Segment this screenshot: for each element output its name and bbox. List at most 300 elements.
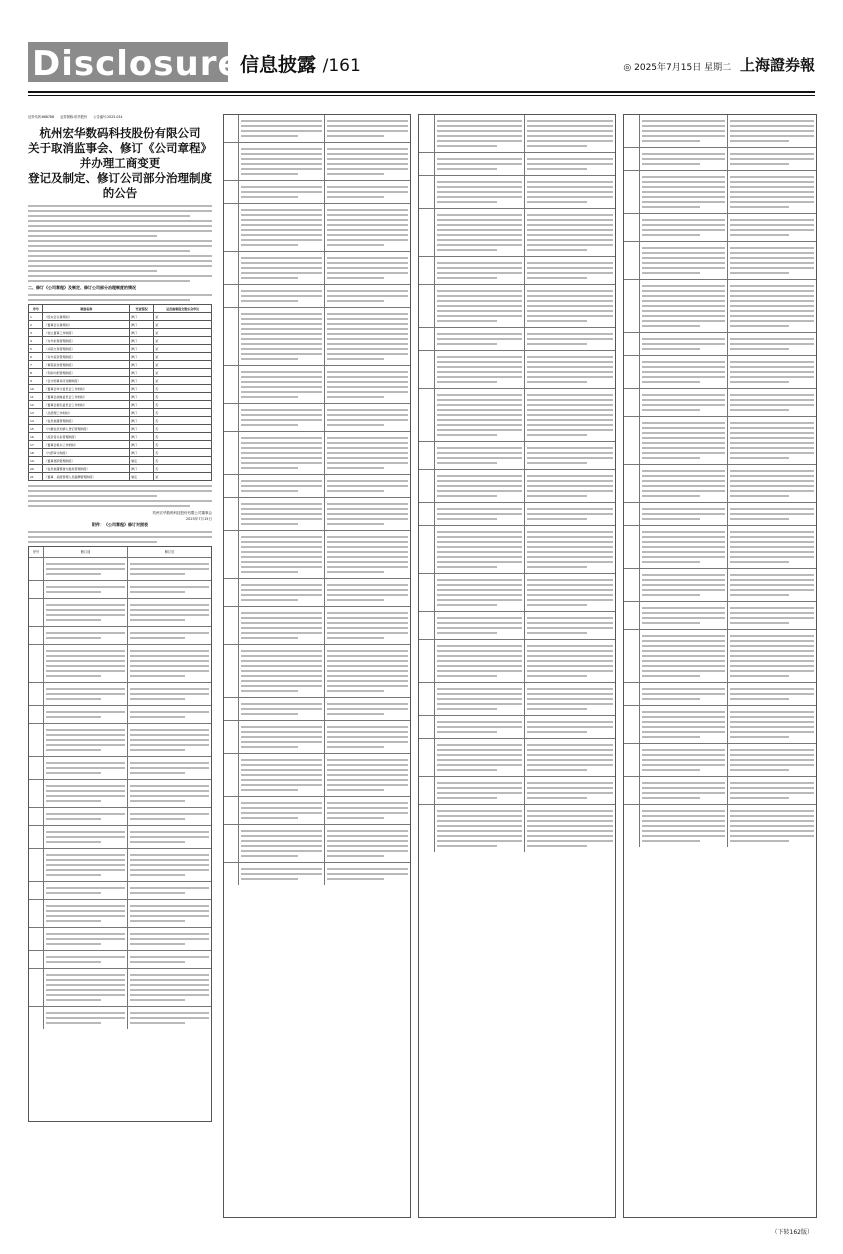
comparison-cell [419, 389, 434, 441]
comparison-row [224, 115, 410, 142]
comparison-cell [224, 797, 238, 824]
comparison-row [29, 557, 211, 580]
comparison-cell [29, 928, 43, 950]
comparison-cell [639, 333, 728, 355]
comparison-row [224, 530, 410, 578]
table-cell: 《董事会审计委员会工作细则》 [43, 385, 130, 393]
security-codes: 证券代码:688788 证券简称:杭华股份 公告编号:2025-034 [28, 115, 123, 119]
comparison-row [419, 152, 615, 175]
page-number: /161 [322, 56, 361, 76]
comparison-row [29, 848, 211, 881]
comparison-cell [624, 465, 639, 502]
comparison-cell [524, 683, 615, 715]
comparison-cell [43, 581, 127, 598]
comparison-cell [29, 706, 43, 723]
table-row [29, 457, 212, 465]
comparison-cell [224, 475, 238, 497]
comparison-cell [224, 825, 238, 862]
table-cell: 《对外担保管理制度》 [43, 337, 130, 345]
table-cell: 是 [154, 369, 212, 377]
comparison-cell [434, 115, 525, 152]
comparison-row [624, 705, 816, 743]
table-cell: 修订 [130, 337, 154, 345]
comparison-cell [419, 351, 434, 388]
table-cell: 9 [29, 377, 43, 385]
comparison-cell [624, 389, 639, 416]
comparison-cell [29, 849, 43, 881]
table-cell: 修订 [130, 313, 154, 321]
comparison-cell [434, 351, 525, 388]
table-cell: 7 [29, 361, 43, 369]
policy-table-header: 是否需要提交股东会审议 [154, 305, 212, 313]
comparison-cell [524, 285, 615, 327]
comparison-row [419, 804, 615, 852]
comparison-cell [727, 115, 816, 147]
comparison-row [624, 601, 816, 629]
comparison-cell [127, 683, 211, 705]
comparison-row [624, 213, 816, 241]
comparison-cell [727, 242, 816, 279]
comparison-cell [238, 404, 324, 431]
table-cell: 《信息披露管理制度》 [43, 417, 130, 425]
table-row [29, 337, 212, 345]
page-header [28, 38, 815, 88]
table-cell: 6 [29, 353, 43, 361]
table-cell: 修订 [130, 377, 154, 385]
comparison-cell [324, 579, 410, 606]
comparison-cell [524, 209, 615, 256]
comparison-cell [727, 417, 816, 464]
table-cell: 《内部审计制度》 [43, 449, 130, 457]
comparison-cell [238, 432, 324, 474]
comparison-cell [419, 115, 434, 152]
table-cell: 《会计师事务所选聘制度》 [43, 377, 130, 385]
comparison-cell [224, 204, 238, 251]
table-cell: 12 [29, 401, 43, 409]
policy-table-header: 变更情况 [130, 305, 154, 313]
comparison-row [419, 208, 615, 256]
table-cell: 否 [154, 393, 212, 401]
section-name: 信息披露 [240, 54, 317, 76]
table-cell: 1 [29, 313, 43, 321]
comparison-row [29, 705, 211, 723]
comparison-cell [324, 607, 410, 644]
comparison-cell [29, 1007, 43, 1029]
policy-table [28, 304, 212, 481]
comparison-cell [29, 627, 43, 644]
continued-marker: （下转162版） [771, 1229, 813, 1236]
table-cell: 《董事会秘书工作细则》 [43, 441, 130, 449]
comparison-cell [224, 285, 238, 307]
comparison-cell [324, 531, 410, 578]
comparison-row [624, 568, 816, 601]
comparison-row [419, 682, 615, 715]
comparison-cell [127, 849, 211, 881]
comparison-row [419, 115, 615, 152]
section-title [240, 50, 361, 77]
comparison-cell [639, 148, 728, 170]
table-cell: 修订 [130, 393, 154, 401]
comparison-cell [224, 181, 238, 203]
comparison-cell [127, 951, 211, 968]
comparison-cell [238, 285, 324, 307]
comparison-cell [419, 153, 434, 175]
comparison-cell [324, 797, 410, 824]
comparison-row [29, 950, 211, 968]
comparison-cell [238, 531, 324, 578]
comparison-cell [224, 252, 238, 284]
comparison-row [419, 284, 615, 327]
comparison-row [224, 497, 410, 530]
comparison-row [419, 639, 615, 682]
comparison-column-2 [223, 114, 411, 1218]
comparison-cell [238, 475, 324, 497]
comparison-cell [727, 683, 816, 705]
comparison-cell [639, 706, 728, 743]
table-cell: 是 [154, 345, 212, 353]
table-row [29, 385, 212, 393]
table-cell: 《信息披露暂缓与豁免管理制度》 [43, 465, 130, 473]
comparison-cell [624, 526, 639, 568]
table-cell: 是 [154, 377, 212, 385]
comparison-row [624, 776, 816, 804]
comparison-cell [524, 176, 615, 208]
comparison-cell [43, 882, 127, 899]
comparison-row [419, 327, 615, 350]
comparison-cell [434, 328, 525, 350]
table-cell: 修订 [130, 449, 154, 457]
comparison-cell [224, 698, 238, 720]
comparison-cell [524, 777, 615, 804]
comparison-cell [434, 389, 525, 441]
comparison-cell [238, 797, 324, 824]
comparison-cell [127, 581, 211, 598]
comparison-header-row [29, 547, 211, 557]
comparison-cell [434, 612, 525, 639]
comparison-cell [224, 607, 238, 644]
table-cell: 《董事离职管理制度》 [43, 457, 130, 465]
comparison-row [224, 753, 410, 796]
comparison-cell [524, 442, 615, 469]
appendix-title: 附件：《公司章程》修订对照表 [92, 522, 148, 527]
comparison-cell [224, 308, 238, 365]
comparison-cell [43, 1007, 127, 1029]
comparison-cell [639, 389, 728, 416]
comparison-cell [238, 579, 324, 606]
comparison-cell [624, 115, 639, 147]
comparison-row [224, 824, 410, 862]
table-cell: 否 [154, 425, 212, 433]
body-text-block-2 [28, 485, 212, 507]
table-cell: 否 [154, 441, 212, 449]
comparison-cell [224, 366, 238, 403]
comparison-cell [29, 724, 43, 756]
comparison-cell [419, 328, 434, 350]
table-cell: 《董事、高级管理人员薪酬管理制度》 [43, 473, 130, 481]
table-cell: 否 [154, 385, 212, 393]
table-cell: 否 [154, 433, 212, 441]
comparison-cell [238, 754, 324, 796]
comparison-cell [127, 724, 211, 756]
comparison-cell [419, 503, 434, 525]
table-cell: 制定 [130, 473, 154, 481]
table-cell: 制定 [130, 457, 154, 465]
comparison-cell [43, 599, 127, 626]
comparison-row [624, 170, 816, 213]
comparison-cell [639, 115, 728, 147]
comparison-row [224, 644, 410, 697]
issue-meta [623, 54, 815, 75]
table-row [29, 465, 212, 473]
comparison-cell [224, 721, 238, 753]
comparison-cell [224, 863, 238, 885]
comparison-cell [639, 214, 728, 241]
comparison-cell [434, 683, 525, 715]
comparison-cell [624, 602, 639, 629]
comparison-cell [419, 805, 434, 852]
comparison-cell [524, 503, 615, 525]
masthead-block [28, 42, 242, 84]
comparison-cell [639, 569, 728, 601]
comparison-cell [434, 526, 525, 573]
comparison-cell [434, 716, 525, 738]
comparison-cell [624, 683, 639, 705]
table-cell: 4 [29, 337, 43, 345]
comparison-cell [434, 209, 525, 256]
comparison-cell [524, 257, 615, 284]
comparison-row [224, 365, 410, 403]
comparison-row [419, 738, 615, 776]
comparison-row [29, 881, 211, 899]
comparison-cell [434, 739, 525, 776]
comparison-row [224, 180, 410, 203]
comparison-row [29, 756, 211, 779]
masthead-title: Disclosure [32, 44, 242, 84]
comparison-cell [434, 777, 525, 804]
comparison-cell [727, 503, 816, 525]
comparison-row [224, 307, 410, 365]
table-cell: 否 [154, 449, 212, 457]
comparison-cell [624, 171, 639, 213]
comparison-row [624, 629, 816, 682]
table-cell: 修订 [130, 353, 154, 361]
comparison-cell [324, 252, 410, 284]
comparison-cell [727, 526, 816, 568]
comparison-cell [43, 826, 127, 848]
comparison-row [224, 578, 410, 606]
comparison-cell [127, 826, 211, 848]
comparison-cell [727, 706, 816, 743]
comparison-cell [324, 285, 410, 307]
comparison-cell [639, 744, 728, 776]
comparison-row [624, 355, 816, 388]
comparison-cell [238, 181, 324, 203]
comparison-cell [624, 706, 639, 743]
comparison-row [29, 598, 211, 626]
comparison-row [624, 388, 816, 416]
table-cell: 《董事会议事规则》 [43, 321, 130, 329]
comparison-cell [127, 599, 211, 626]
table-cell: 否 [154, 465, 212, 473]
table-cell: 《关联交易管理制度》 [43, 345, 130, 353]
comparison-cell [727, 777, 816, 804]
comparison-row [29, 644, 211, 682]
comparison-cell [524, 470, 615, 502]
header-rule [28, 91, 815, 93]
comparison-row [224, 606, 410, 644]
comparison-cell [43, 645, 127, 682]
comparison-cell [238, 115, 324, 142]
comparison-cell [238, 252, 324, 284]
comparison-cell [238, 645, 324, 697]
comparison-cell [524, 351, 615, 388]
comparison-cell [419, 257, 434, 284]
comparison-cell [29, 780, 43, 807]
comparison-cell [624, 242, 639, 279]
table-row [29, 353, 212, 361]
comparison-cell [324, 308, 410, 365]
table-cell: 是 [154, 329, 212, 337]
comparison-cell [727, 389, 816, 416]
comparison-cell [419, 209, 434, 256]
comparison-row [624, 241, 816, 279]
comparison-cell [224, 498, 238, 530]
comparison-cell [224, 645, 238, 697]
table-cell: 否 [154, 417, 212, 425]
comparison-table [28, 546, 212, 1122]
comparison-cell [434, 805, 525, 852]
comparison-cell [29, 581, 43, 598]
comparison-cell [224, 432, 238, 474]
comparison-cell [434, 153, 525, 175]
comparison-header-cell: 修订前 [43, 547, 127, 557]
title-line-3: 登记及制定、修订公司部分治理制度的公告 [28, 171, 212, 200]
comparison-cell [727, 356, 816, 388]
table-row [29, 417, 212, 425]
comparison-cell [324, 204, 410, 251]
comparison-cell [324, 698, 410, 720]
comparison-row [419, 715, 615, 738]
comparison-cell [434, 574, 525, 611]
table-row [29, 321, 212, 329]
comparison-row [624, 279, 816, 332]
table-cell: 修订 [130, 385, 154, 393]
comparison-cell [324, 475, 410, 497]
table-cell: 是 [154, 337, 212, 345]
comparison-row [419, 776, 615, 804]
comparison-cell [324, 721, 410, 753]
comparison-cell [639, 171, 728, 213]
table-cell: 17 [29, 441, 43, 449]
comparison-cell [524, 716, 615, 738]
table-row [29, 361, 212, 369]
header-rule-thin [28, 95, 815, 96]
comparison-cell [727, 630, 816, 682]
table-cell: 16 [29, 433, 43, 441]
table-cell: 5 [29, 345, 43, 353]
comparison-cell [238, 863, 324, 885]
comparison-cell [238, 825, 324, 862]
table-cell: 是 [154, 361, 212, 369]
comparison-column-3 [418, 114, 616, 1218]
comparison-cell [639, 356, 728, 388]
table-row [29, 473, 212, 481]
comparison-cell [224, 404, 238, 431]
comparison-cell [727, 602, 816, 629]
comparison-cell [434, 285, 525, 327]
policy-table-header: 制度名称 [43, 305, 130, 313]
table-cell: 《募集资金管理制度》 [43, 361, 130, 369]
table-cell: 修订 [130, 321, 154, 329]
comparison-cell [524, 328, 615, 350]
comparison-cell [624, 805, 639, 847]
comparison-cell [419, 640, 434, 682]
table-cell: 《投资者关系管理制度》 [43, 433, 130, 441]
table-row [29, 329, 212, 337]
comparison-cell [238, 204, 324, 251]
comparison-cell [727, 171, 816, 213]
comparison-cell [624, 417, 639, 464]
comparison-cell [127, 808, 211, 825]
comparison-cell [224, 579, 238, 606]
comparison-cell [524, 389, 615, 441]
comparison-cell [419, 176, 434, 208]
comparison-cell [127, 969, 211, 1006]
table-cell: 修订 [130, 361, 154, 369]
table-cell: 19 [29, 457, 43, 465]
comparison-cell [127, 645, 211, 682]
comparison-cell [639, 805, 728, 847]
comparison-cell [29, 645, 43, 682]
table-cell: 《董事会提名委员会工作细则》 [43, 401, 130, 409]
comparison-row [224, 251, 410, 284]
comparison-cell [127, 900, 211, 927]
comparison-cell [727, 148, 816, 170]
comparison-cell [639, 630, 728, 682]
comparison-cell [624, 214, 639, 241]
comparison-cell [127, 882, 211, 899]
comparison-cell [43, 683, 127, 705]
comparison-cell [43, 808, 127, 825]
comparison-cell [727, 280, 816, 332]
comparison-cell [524, 739, 615, 776]
comparison-cell [727, 569, 816, 601]
comparison-cell [524, 612, 615, 639]
comparison-cell [639, 242, 728, 279]
comparison-cell [324, 863, 410, 885]
body-text-block [28, 205, 212, 282]
comparison-cell [524, 526, 615, 573]
comparison-row [419, 525, 615, 573]
table-cell: 修订 [130, 441, 154, 449]
comparison-cell [324, 825, 410, 862]
comparison-row [224, 142, 410, 180]
table-cell: 11 [29, 393, 43, 401]
table-cell: 是 [154, 473, 212, 481]
comparison-cell [224, 115, 238, 142]
table-row [29, 449, 212, 457]
comparison-cell [29, 757, 43, 779]
title-line-1: 杭州宏华数码科技股份有限公司 [39, 126, 201, 140]
comparison-cell [238, 498, 324, 530]
table-cell: 18 [29, 449, 43, 457]
table-cell: 否 [154, 457, 212, 465]
comparison-cell [43, 780, 127, 807]
comparison-row [419, 350, 615, 388]
comparison-cell [324, 143, 410, 180]
comparison-cell [127, 928, 211, 950]
comparison-cell [43, 706, 127, 723]
